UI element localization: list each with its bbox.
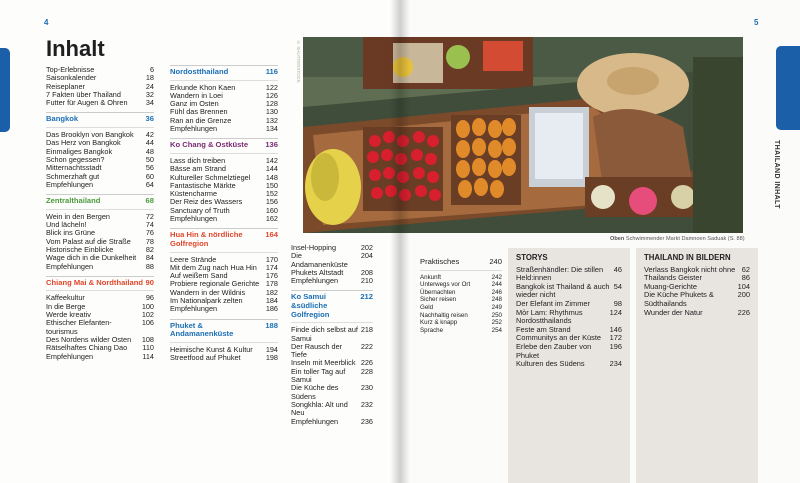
section-header	[170, 228, 278, 252]
toc-entry	[170, 125, 278, 133]
toc-entry-page: 60	[145, 171, 154, 181]
toc-entry-page: 150	[265, 180, 278, 190]
section-page: 164	[265, 230, 278, 240]
toc-entry-title: Küstencharme	[170, 189, 218, 199]
section-header	[170, 138, 278, 154]
toc-entry-page: 106	[141, 318, 154, 328]
toc-entry-title: Verlass Bangkok nicht ohne	[644, 264, 736, 274]
bilder-list	[644, 266, 750, 318]
toc-entry	[170, 354, 278, 362]
toc-entry	[516, 283, 622, 300]
toc-entry-page: 84	[145, 253, 154, 263]
toc-column-2	[170, 60, 278, 362]
toc-entry-title: Nachhaltig reisen	[420, 311, 468, 319]
section-chiang-mai	[46, 276, 154, 361]
toc-entry	[516, 309, 622, 326]
toc-entry-title: Sprache	[420, 326, 444, 334]
toc-entry-page: 88	[145, 261, 154, 271]
toc-entry-page: 218	[360, 325, 373, 335]
toc-entry-title: Blick ins Grüne	[46, 228, 96, 238]
toc-entry-title: Das Brooklyn von Bangkok	[46, 130, 134, 140]
toc-entry-title: Fühl das Brennen	[170, 107, 228, 117]
toc-entry-title: Kulturen des Südens	[516, 359, 585, 369]
toc-entry-page: 242	[491, 273, 502, 281]
toc-entry-page: 78	[145, 236, 154, 246]
toc-entry-page: 250	[491, 311, 502, 319]
toc-entry-page: 230	[360, 383, 373, 393]
toc-entry-page: 56	[145, 163, 154, 173]
toc-entry-title: Das Herz von Bangkok	[46, 138, 121, 148]
toc-entry-title: Probiere regionale Gerichte	[170, 279, 260, 289]
toc-entry-title: Communitys an der Küste	[516, 333, 602, 343]
toc-entry-title: Empfehlungen	[46, 179, 94, 189]
toc-entry-page: 122	[265, 82, 278, 92]
toc-entry-title: Die Andamanenküste	[291, 251, 348, 269]
toc-entry-page: 252	[491, 319, 502, 327]
toc-entry-page: 44	[145, 138, 154, 148]
page-title: Inhalt	[46, 36, 105, 61]
toc-entry	[420, 327, 502, 335]
toc-entry-title: Empfehlungen	[46, 261, 94, 271]
photo-caption	[610, 236, 745, 242]
toc-entry	[170, 215, 278, 223]
section-list	[46, 131, 154, 189]
toc-entry	[420, 289, 502, 297]
toc-entry-page: 76	[145, 228, 154, 238]
section-header	[46, 276, 154, 292]
toc-entry-page: 194	[265, 344, 278, 354]
toc-entry-title: Erkunde Khon Kaen	[170, 82, 236, 92]
toc-entry-title: Empfehlungen	[170, 124, 218, 134]
section-title: Chiang Mai & Nordthailand	[46, 277, 144, 287]
toc-entry-title: Die Küche Phukets & Südthailands	[644, 290, 714, 308]
section-phuket	[170, 319, 278, 363]
toc-entry	[46, 263, 154, 271]
toc-entry-page: 132	[265, 115, 278, 125]
section-ko-chang	[170, 138, 278, 223]
thumb-tab-left	[0, 48, 10, 132]
toc-entry-title: Wandern in der Wildnis	[170, 287, 246, 297]
toc-entry-page: 146	[609, 324, 622, 334]
storys-title: STORYS	[516, 253, 548, 262]
toc-entry-title: Empfehlungen	[291, 276, 339, 286]
toc-entry-page: 226	[360, 358, 373, 368]
section-title: Zentralthailand	[46, 196, 101, 206]
toc-entry-page: 110	[142, 343, 154, 353]
toc-entry-title: Rätselhaftes Chiang Dao	[46, 343, 128, 353]
toc-entry-title: Wunder der Natur	[644, 307, 703, 317]
section-page: 68	[145, 196, 154, 206]
toc-entry-page: 162	[265, 214, 278, 224]
toc-entry-title: Ein toller Tag auf Samui	[291, 366, 346, 385]
storys-box	[508, 248, 630, 483]
toc-entry-title: 7 Fakten über Thailand	[46, 89, 121, 99]
toc-entry-title: Leere Strände	[170, 254, 217, 264]
section-page: 36	[145, 114, 154, 124]
toc-entry-page: 200	[737, 290, 750, 300]
toc-entry	[420, 296, 502, 304]
toc-entry-page: 72	[145, 211, 154, 221]
toc-entry-title: Inseln mit Meerblick	[291, 358, 356, 368]
section-list	[170, 256, 278, 314]
toc-entry-page: 100	[141, 301, 154, 311]
toc-entry-title: Songkhla: Alt und Neu	[291, 399, 348, 418]
section-list	[46, 294, 154, 360]
toc-entry-title: Erlebe den Zauber von Phuket	[516, 341, 592, 360]
section-title: Ko Samui &südliche Golfregion	[291, 292, 330, 319]
section-title: Hua Hin & nördliche Golfregion	[170, 230, 243, 248]
toc-entry-page: 222	[360, 341, 373, 351]
section-list	[170, 157, 278, 223]
section-title: Bangkok	[46, 114, 79, 124]
section-ko-samui	[291, 290, 373, 425]
toc-entry-page: 228	[360, 366, 373, 376]
toc-entry-page: 144	[265, 164, 278, 174]
toc-entry-title: Insel-Hopping	[291, 243, 337, 252]
section-title: Nordostthailand	[170, 67, 229, 76]
toc-entry	[644, 309, 750, 318]
toc-entry-page: 156	[265, 197, 278, 207]
toc-entry-page: 172	[609, 333, 622, 343]
floating-market-photo	[303, 37, 743, 233]
toc-entry-title: Kultureller Schmelztiegel	[170, 172, 251, 182]
toc-entry-page: 96	[145, 293, 154, 303]
section-list	[170, 346, 278, 363]
toc-entry-title: Schmerzhaft gut	[46, 171, 100, 181]
thumb-tab-right	[776, 46, 800, 130]
section-header	[291, 290, 373, 323]
toc-entry-title: Geld	[420, 303, 434, 311]
praktisches-page: 240	[489, 257, 502, 266]
toc-entry-page: 182	[265, 287, 278, 297]
toc-entry-page: 178	[265, 279, 278, 289]
page-number-right: 5	[754, 18, 759, 27]
toc-entry-title: Lass dich treiben	[170, 155, 226, 165]
praktisches-list	[420, 274, 502, 335]
toc-entry	[420, 274, 502, 282]
toc-entry-page: 226	[737, 307, 750, 317]
toc-entry-title: Sanctuary of Truth	[170, 205, 230, 215]
toc-entry-title: Unterwegs vor Ort	[420, 281, 471, 289]
toc-entry-title: Ganz im Osten	[170, 99, 219, 109]
section-page: 188	[265, 320, 278, 330]
toc-entry-page: 98	[613, 298, 622, 308]
toc-entry-page: 24	[145, 81, 154, 91]
toc-entry-page: 6	[149, 65, 154, 74]
toc-entry-page: 42	[145, 130, 154, 140]
section-list	[291, 326, 373, 426]
toc-entry	[291, 384, 373, 401]
toc-entry-title: Übernachten	[420, 288, 456, 296]
section-header	[170, 65, 278, 81]
toc-entry-title: Mitternachtsstadt	[46, 163, 102, 173]
toc-entry	[46, 99, 154, 107]
toc-entry-page: 18	[145, 73, 154, 83]
toc-entry-title: Wage dich in die Dunkelheit	[46, 253, 137, 263]
bilder-box	[636, 248, 758, 483]
toc-entry-page: 152	[265, 189, 278, 199]
caption-prefix: Oben	[610, 236, 625, 242]
toc-entry-title: In die Berge	[46, 301, 86, 311]
market-boat-illustration	[303, 37, 743, 233]
toc-entry-page: 170	[265, 254, 278, 264]
toc-entry	[420, 281, 502, 289]
toc-entry-title: Die Küche des Südens	[291, 383, 339, 401]
toc-entry-page: 234	[609, 359, 622, 369]
toc-entry-page: 244	[491, 281, 502, 289]
toc-entry-page: 196	[609, 341, 622, 351]
toc-entry-page: 82	[145, 244, 154, 254]
toc-entry-title: Empfehlungen	[291, 416, 339, 426]
toc-entry-page: 46	[613, 264, 622, 274]
toc-entry-title: Thailands Geister	[644, 273, 702, 283]
book-gutter-shadow	[390, 0, 410, 483]
praktisches-title: Praktisches	[420, 257, 460, 266]
toc-entry-title: Ankunft	[420, 273, 441, 281]
toc-entry-title: Ethischer Elefantentourismus	[46, 318, 112, 336]
caption-text: Schwimmender Markt Damnoen Saduak (S. 88)	[625, 236, 745, 242]
page-number-left: 4	[44, 18, 49, 27]
toc-entry-title: Streetfood auf Phuket	[170, 353, 241, 363]
toc-entry-title: Mỏr Lam: Rhythmus Nordostthailands	[516, 307, 583, 326]
storys-list	[516, 266, 622, 369]
section-page: 90	[145, 277, 154, 287]
section-header	[170, 319, 278, 343]
toc-entry-page: 104	[737, 281, 750, 291]
toc-entry-title: Empfehlungen	[46, 351, 94, 361]
toc-entry-page: 148	[265, 172, 278, 182]
toc-entry-page: 62	[741, 264, 750, 274]
toc-entry-page: 108	[141, 334, 154, 344]
toc-column-1	[46, 66, 154, 361]
section-hua-hin	[170, 228, 278, 313]
toc-entry-title: Ran an die Grenze	[170, 115, 232, 125]
toc-entry	[291, 252, 373, 269]
toc-entry-page: 130	[265, 107, 278, 117]
toc-entry-page: 48	[145, 146, 154, 156]
toc-entry-title: Wandern in Loei	[170, 90, 223, 100]
toc-entry-page: 126	[265, 90, 278, 100]
section-zentralthailand	[46, 194, 154, 271]
toc-entry-title: Und lächeln!	[46, 220, 87, 230]
section-title: Ko Chang & Ostküste	[170, 140, 249, 150]
toc-entry-page: 74	[145, 220, 154, 230]
toc-column-3	[291, 244, 373, 426]
phuket-continued-list	[291, 244, 373, 285]
toc-entry-page: 248	[491, 296, 502, 304]
section-page: 136	[265, 140, 278, 150]
toc-entry	[46, 353, 154, 361]
toc-entry	[516, 343, 622, 360]
toc-entry-page: 54	[613, 281, 622, 291]
section-title: Phuket & Andamanenküste	[170, 320, 234, 339]
toc-entry-title: Kurz & knapp	[420, 319, 458, 327]
toc-entry-page: 176	[265, 271, 278, 281]
toc-entry-page: 236	[360, 416, 373, 426]
toc-entry-title: Kaffeekultur	[46, 293, 85, 303]
toc-entry-title: Fantastische Märkte	[170, 180, 236, 190]
toc-entry-title: Muang-Gerichte	[644, 281, 697, 291]
toc-entry	[291, 343, 373, 360]
toc-entry-title: Im Nationalpark zelten	[170, 296, 243, 306]
toc-entry-title: Saisonkalender	[46, 73, 97, 83]
toc-entry	[291, 418, 373, 426]
toc-entry-title: Werde kreativ	[46, 310, 91, 320]
toc-entry-title: Einmaliges Bangkok	[46, 146, 113, 156]
section-list	[170, 84, 278, 134]
toc-entry-page: 86	[741, 273, 750, 283]
toc-entry-page: 210	[360, 276, 373, 286]
toc-entry-title: Der Elefant im Zimmer	[516, 298, 590, 308]
toc-entry-title: Empfehlungen	[170, 304, 218, 314]
section-nordostthailand	[170, 65, 278, 133]
toc-entry-page: 50	[145, 154, 154, 164]
section-praktisches	[420, 256, 502, 334]
toc-entry-page: 246	[491, 288, 502, 296]
toc-entry-page: 198	[265, 353, 278, 363]
toc-entry-page: 34	[145, 98, 154, 108]
praktisches-header	[420, 256, 502, 271]
toc-entry-page: 184	[265, 296, 278, 306]
toc-entry-page: 160	[265, 205, 278, 215]
toc-entry-page: 232	[360, 399, 373, 409]
toc-entry	[420, 319, 502, 327]
toc-entry	[46, 181, 154, 189]
toc-entry-title: Empfehlungen	[170, 214, 218, 224]
toc-entry-title: Feste am Strand	[516, 324, 571, 334]
toc-entry-page: 204	[360, 251, 373, 261]
toc-entry-title: Finde dich selbst auf Samui	[291, 325, 358, 343]
toc-entry-title: Wein in den Bergen	[46, 211, 110, 221]
bilder-title: THAILAND IN BILDERN	[644, 253, 731, 262]
vertical-section-label: THAILAND INHALT	[773, 140, 780, 209]
toc-entry-page: 32	[145, 89, 154, 99]
toc-entry	[46, 319, 154, 336]
toc-entry-page: 142	[265, 155, 278, 165]
toc-entry-title: Der Rausch der Tiefe	[291, 341, 343, 360]
intro-list	[46, 66, 154, 107]
toc-entry-page: 64	[145, 179, 154, 189]
toc-entry-title: Top-Erlebnisse	[46, 65, 95, 74]
section-page: 116	[265, 67, 278, 76]
toc-entry-title: Reiseplaner	[46, 81, 85, 91]
toc-entry-page: 174	[265, 262, 278, 272]
toc-entry-title: Sicher reisen	[420, 296, 457, 304]
section-list	[46, 213, 154, 271]
section-header	[46, 112, 154, 128]
toc-entry-page: 128	[265, 99, 278, 109]
toc-entry	[516, 360, 622, 369]
toc-entry-title: Schon gegessen?	[46, 154, 105, 164]
toc-entry-page: 254	[491, 326, 502, 334]
toc-entry-page: 114	[142, 351, 154, 361]
section-bangkok	[46, 112, 154, 189]
toc-entry-title: Futter für Augen & Ohren	[46, 98, 128, 108]
photo-credit: © SHUTTERSTOCK	[296, 40, 301, 83]
toc-entry-title: Heimische Kunst & Kultur	[170, 344, 253, 354]
toc-entry-title: Bangkok ist Thailand & auch wieder nicht	[516, 281, 610, 300]
toc-entry	[291, 401, 373, 418]
toc-entry	[291, 326, 373, 343]
section-header	[46, 194, 154, 210]
section-page: 212	[360, 292, 373, 302]
toc-entry-page: 186	[265, 304, 278, 314]
toc-entry-page: 202	[360, 243, 373, 252]
toc-entry-page: 124	[609, 307, 622, 317]
toc-entry	[420, 312, 502, 320]
toc-entry-title: Phukets Altstadt	[291, 267, 344, 277]
toc-entry	[170, 305, 278, 313]
toc-entry-page: 134	[265, 124, 278, 134]
toc-entry	[644, 291, 750, 308]
toc-entry-title: Mit dem Zug nach Hua Hin	[170, 262, 257, 272]
toc-entry-title: Historische Einblicke	[46, 244, 114, 254]
toc-entry-title: Der Reiz des Wassers	[170, 197, 243, 207]
toc-entry	[516, 266, 622, 283]
toc-entry-page: 208	[360, 267, 373, 277]
toc-entry-title: Straßenhändler: Die stillen Held:innen	[516, 264, 604, 283]
toc-entry-title: Auf weißem Sand	[170, 271, 228, 281]
toc-entry	[420, 304, 502, 312]
toc-entry	[291, 368, 373, 385]
toc-entry-title: Des Nordens wilder Osten	[46, 334, 132, 344]
toc-entry-title: Vom Palast auf die Straße	[46, 236, 131, 246]
toc-entry-title: Bässe am Strand	[170, 164, 226, 174]
toc-entry	[291, 277, 373, 285]
toc-entry-page: 102	[141, 310, 154, 320]
toc-entry-page: 249	[491, 303, 502, 311]
